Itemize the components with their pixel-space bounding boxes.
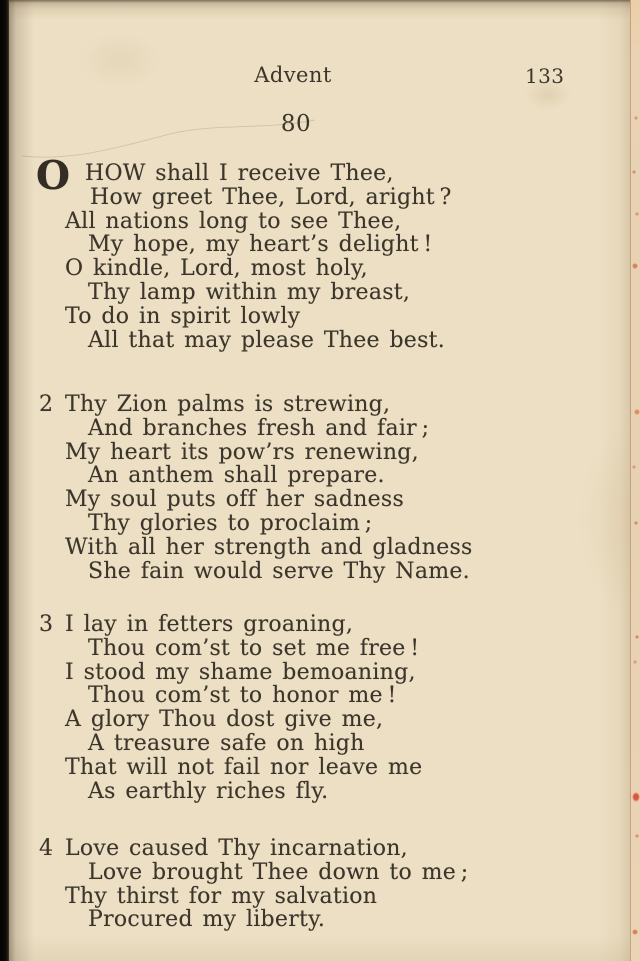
verse-line: Thy Zion palms is strewing, (65, 392, 391, 417)
verse-1 (0, 153, 640, 353)
verse-line: Procured my liberty. (88, 907, 326, 933)
verse-line: An anthem shall prepare. (88, 463, 385, 489)
verse-line: She fain would serve Thy Name. (88, 558, 470, 584)
verse-line: I stood my shame bemoaning, (65, 659, 416, 685)
drop-cap: O (36, 153, 70, 199)
verse-line: Thy lamp within my breast, (88, 279, 411, 305)
verse-line: My hope, my heart’s delight ! (88, 232, 433, 258)
verse-line: A glory Thou dost give me, (65, 707, 384, 733)
book-gutter-shadow (0, 0, 9, 961)
verse-line: Thou com’st to honor me ! (88, 683, 397, 709)
verse-line: As earthly riches fly. (88, 778, 329, 804)
verse-line: My soul puts off her sadness (65, 487, 405, 513)
verse-line: Love brought Thee down to me ; (88, 859, 469, 885)
verse-line: With all her strength and gladness (65, 534, 473, 560)
hymn-number: 80 (280, 111, 312, 137)
verse-line: My heart its pow’rs renewing, (65, 439, 419, 465)
page-number: 133 (525, 64, 565, 88)
section-heading: Advent (254, 63, 332, 87)
verse-line: O kindle, Lord, most holy, (65, 256, 368, 282)
verse-line: And branches fresh and fair ; (88, 415, 430, 441)
verse-line: Thy thirst for my salvation (65, 883, 378, 909)
verse-number: 2 (39, 392, 53, 417)
verse-line: All nations long to see Thee, (65, 208, 402, 234)
verse-4 (0, 837, 640, 932)
verse-number: 3 (39, 612, 53, 637)
verse-3 (0, 613, 640, 803)
verse-line: HOW shall I receive Thee, (85, 161, 394, 186)
verse-line: That will not fail nor leave me (65, 754, 423, 780)
verse-line: All that may please Thee best. (88, 327, 445, 353)
verse-line: Thy glories to proclaim ; (88, 510, 373, 536)
verse-line: How greet Thee, Lord, aright ? (90, 184, 452, 210)
verse-2 (0, 393, 640, 583)
verse-line: To do in spirit lowly (65, 303, 301, 329)
verse-line: Thou com’st to set me free ! (88, 635, 420, 661)
verse-line: A treasure safe on high (88, 730, 365, 756)
verse-number: 4 (39, 836, 53, 861)
verse-line: Love caused Thy incarnation, (65, 836, 408, 861)
page-edge-deckle (630, 0, 640, 961)
verse-line: I lay in fetters groaning, (65, 612, 354, 637)
